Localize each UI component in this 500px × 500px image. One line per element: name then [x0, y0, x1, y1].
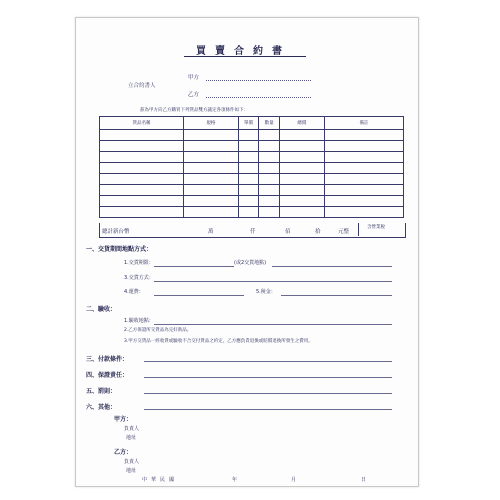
unit-yuan: 元整 [338, 229, 350, 235]
party-b-line [206, 97, 311, 98]
table-row [100, 163, 404, 174]
tax-item-label: 5.稅金： [256, 289, 276, 295]
table-row [100, 196, 404, 207]
delivery-deadline-label: 1.交貨期限： [124, 260, 154, 266]
header-quantity: 數量 [259, 117, 280, 130]
unit-qian: 仟 [250, 229, 256, 235]
table-row [100, 207, 404, 218]
party-a-line [206, 80, 311, 81]
delivery-method-line [154, 281, 392, 282]
section-1-heading: 一、交貨期間地點方式： [86, 246, 153, 253]
section-3-heading: 三、付款條件： [86, 356, 129, 363]
tax-label: 含營業稅 [367, 225, 385, 230]
section-2-heading: 二、驗收： [86, 306, 117, 313]
section-6-heading: 六、其他： [86, 404, 117, 411]
table-row [100, 174, 404, 185]
date-roc: 中華民國 [142, 477, 179, 483]
total-row [99, 223, 406, 238]
section-5-heading: 五、罰則： [86, 388, 117, 395]
inspection-clause-3: 3.甲方交貨品一經收貨或驗收不合交付貨品之約定，乙方應負責退換或賠償退換所發生之費用。 [124, 339, 313, 344]
freight-line [154, 295, 244, 296]
tax-item-line [281, 295, 392, 296]
parties-label: 立合約書人 [128, 83, 156, 89]
unit-bai: 佰 [285, 229, 291, 235]
sign-party-b-label: 乙方： [114, 449, 133, 456]
sign-party-a-label: 甲方： [114, 416, 133, 423]
delivery-method-label: 3.交貨方式： [124, 275, 154, 281]
goods-table [99, 116, 404, 218]
date-month: 月 [291, 477, 297, 483]
title-underline [184, 56, 306, 57]
section-4-heading: 四、保證責任： [86, 372, 129, 379]
goods-table-header [100, 117, 404, 130]
header-unit-price: 單價 [238, 117, 259, 130]
header-remarks: 備註 [324, 117, 403, 130]
header-total: 總價 [279, 117, 324, 130]
unit-shi: 拾 [315, 229, 321, 235]
inspection-place-label: 1.驗收地點： [124, 318, 154, 324]
party-b-label: 乙方 [188, 92, 200, 98]
sign-a-representative: 負責人 [124, 426, 140, 432]
header-spec: 規格 [183, 117, 238, 130]
section-6-line [144, 409, 392, 410]
section-4-line [144, 377, 392, 378]
intro-text: 茲為甲方向乙方購買下列貨品雙方議定各項條件如下： [140, 108, 248, 113]
section-5-line [144, 393, 392, 394]
delivery-place-line [272, 266, 392, 267]
date-day: 日 [361, 477, 367, 483]
sign-b-representative: 負責人 [124, 459, 140, 465]
delivery-deadline-line [154, 266, 234, 267]
header-item-name: 貨品名稱 [100, 117, 184, 130]
section-3-line [144, 361, 392, 362]
tax-box [358, 223, 405, 236]
sign-b-address: 地址 [126, 468, 137, 474]
delivery-place-label: (或2交貨地點) [234, 260, 267, 266]
inspection-place-line [154, 324, 392, 325]
table-row [100, 185, 404, 196]
date-year: 年 [232, 477, 238, 483]
total-label: 總計新台幣 [102, 229, 130, 235]
table-row [100, 130, 404, 141]
freight-label: 4.運費： [124, 289, 144, 295]
sign-a-address: 地址 [126, 435, 137, 441]
contract-sheet [75, 17, 419, 487]
table-row [100, 152, 404, 163]
unit-wan: 萬 [208, 229, 214, 235]
table-row [100, 141, 404, 152]
document-title: 買賣合約書 [196, 46, 291, 57]
inspection-clause-2: 2.乙方保證所交貨品為完好新品。 [124, 328, 192, 333]
party-a-label: 甲方 [188, 75, 200, 81]
